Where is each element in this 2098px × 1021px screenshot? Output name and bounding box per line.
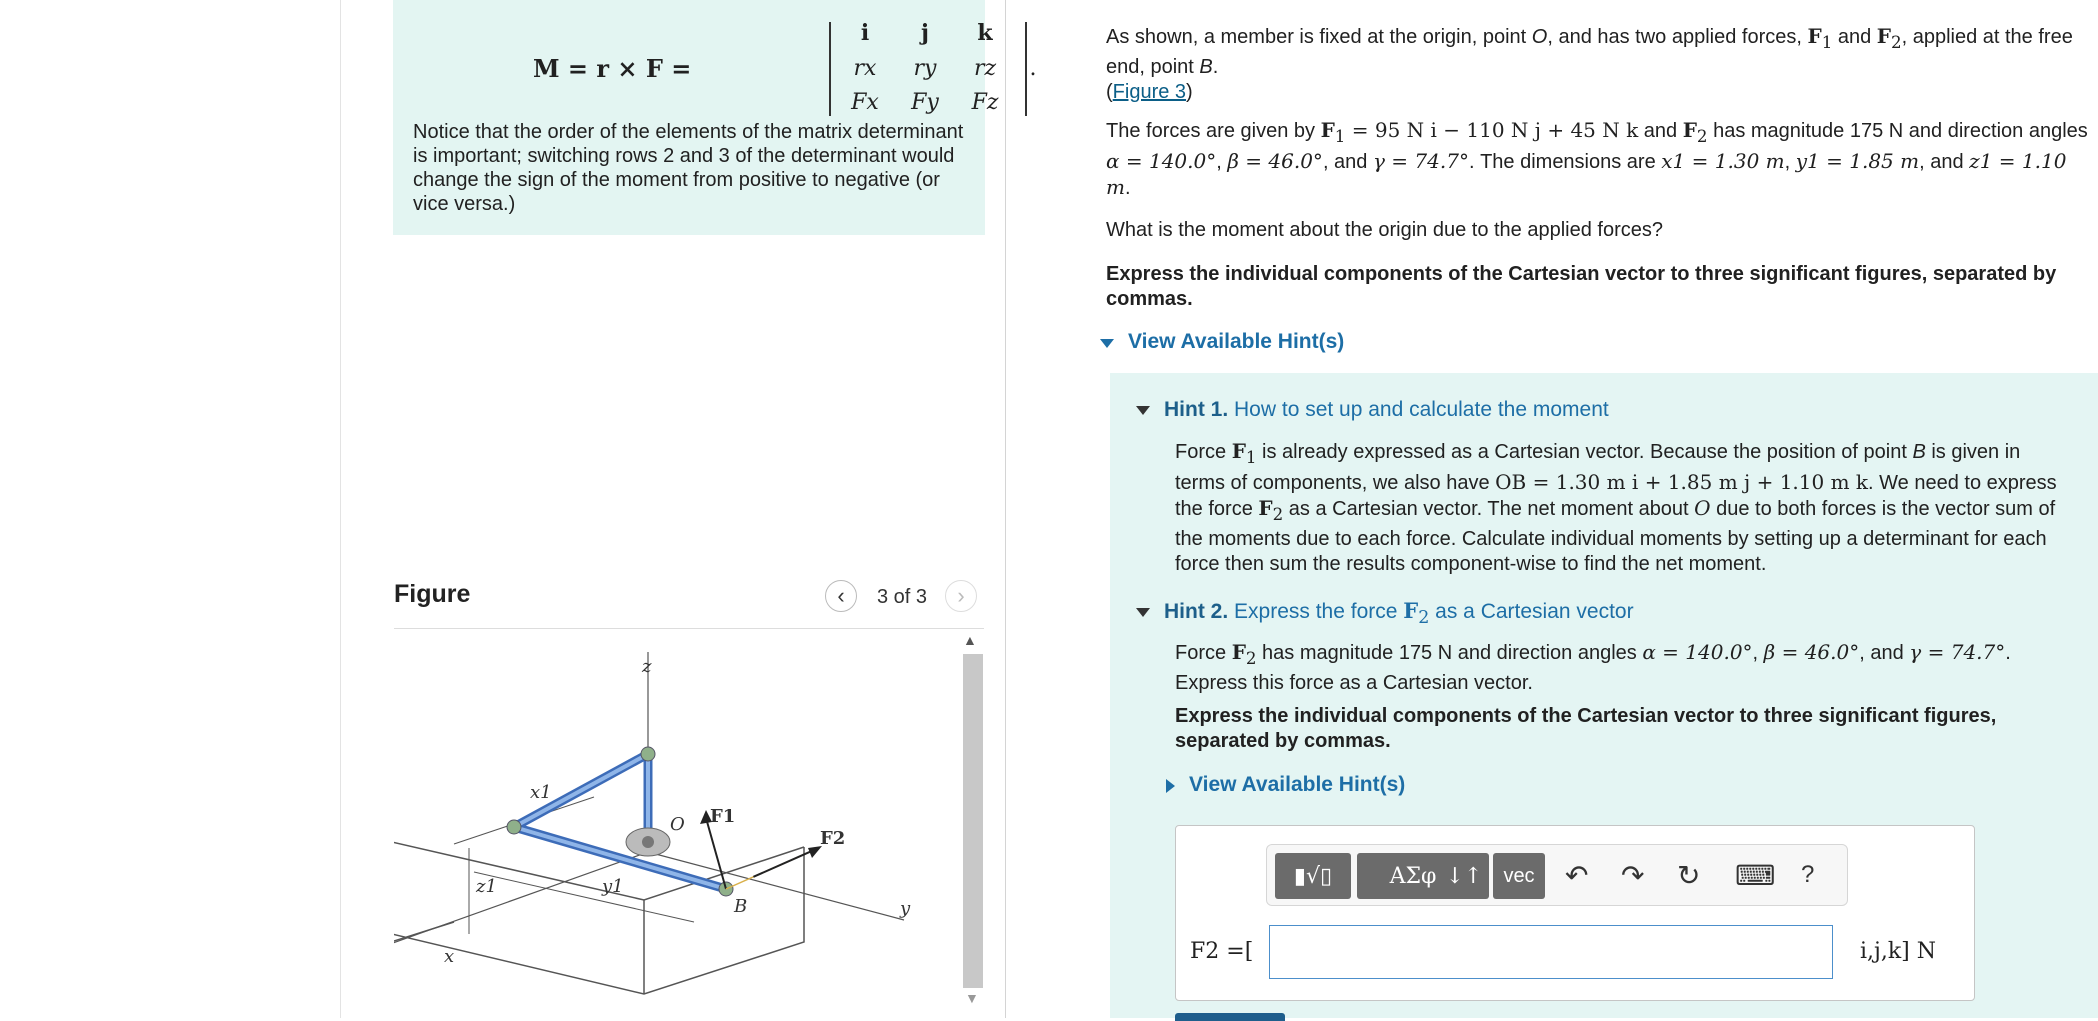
problem-intro: As shown, a member is fixed at the origin, point O, and has two applied forces, $F_1$ and $F_2$, applied at the free end, point B. (Figure 3) [1106,24,2073,103]
keyboard-icon[interactable]: ⌨ [1735,860,1776,891]
hint-2-header[interactable]: Hint 2. Express the force $F_2$ as a Cartesian vector [1136,598,1634,628]
reset-icon[interactable]: ↻ [1677,860,1701,891]
caret-down-icon [1100,339,1114,348]
figure-3-link[interactable]: Figure 3 [1112,81,1187,103]
view-hints-toggle[interactable]: View Available Hint(s) [1100,330,2090,354]
hint-2-instruction: Express the individual components of the Cartesian vector to three significant figures, separated by commas. [1175,705,1997,752]
scroll-down-icon[interactable]: ▼ [965,990,979,1006]
templates-button[interactable]: ▮√▯ [1275,853,1351,899]
scroll-up-icon[interactable]: ▲ [963,632,977,648]
matrix-cell: i [860,20,870,46]
tip-box [393,0,1037,235]
redo-icon[interactable]: ↷ [1621,860,1645,891]
matrix-cell: ry [913,56,937,81]
formula-period: . [1029,56,1037,81]
matrix-cell: j [921,20,929,46]
arrows-button[interactable]: ↓↑ [1439,853,1489,899]
caret-right-icon [1166,779,1175,793]
greek-symbols-button[interactable]: ΑΣφ [1357,853,1469,899]
hint-1-header[interactable]: Hint 1. How to set up and calculate the moment [1136,398,1609,422]
determinant-left-bar [829,22,831,116]
answer-box [1175,825,1975,1001]
figure-divider [394,628,984,629]
answer-label: F2 =[ [1190,939,1254,964]
hint-1-body: Force $F_1$ is already expressed as a Cartesian vector. Because the position of point B is given in terms of components, we also have OB = 1.30 m i + 1.85 m j + 1.10 m k. We need to express the force $F_2$ as a Cartesian vector. The net moment about O due to both forces is the vector sum of the moments due to each force. Calculate individual moments by setting up a determinant for each force then sum the results component-wise to find the net moment. [1175,439,2057,575]
matrix-cell: Fy [911,90,939,115]
figure-illustration [394,632,954,1018]
submit-button[interactable] [1175,1013,1285,1021]
matrix-cell: Fz [971,90,999,115]
caret-down-icon [1136,406,1150,415]
figure-page-indicator: 3 of 3 [877,586,928,608]
column-divider [1005,0,1006,1018]
axis-label-x: x [444,946,455,967]
matrix-cell: Fx [851,90,879,115]
matrix-cell: rz [973,56,997,81]
hint-2-body: Force $F_2$ has magnitude 175 N and direction angles α = 140.0°, β = 46.0°, and γ = 74.7°. Express this force as a Cartesian vector. [1175,640,2011,694]
previous-figure-button[interactable]: ‹ [825,580,857,612]
dim-label-x1: x1 [530,782,552,803]
axis-label-z: z [642,656,652,677]
problem-forces: The forces are given by $F_1 = 95$ N i − 110 N j + 45 N k and $F_2$ has magnitude 175 N and direction angles α = 140.0°, β = 46.0°, and γ = 74.7°. The dimensions are x1 = 1.30 m, y1 = 1.85 m, and z1 = 1.10 m. [1106,118,2088,199]
hint-2-view-hints-toggle[interactable]: View Available Hint(s) [1166,772,2056,798]
dim-label-y1: y1 [602,876,624,897]
force-label-f1: F1 [710,806,736,827]
left-margin-divider [340,0,341,1018]
formula-lhs: M = r × F = [533,54,692,83]
matrix-cell: rx [853,56,877,81]
force-label-f2: F2 [820,828,846,849]
dim-label-z1: z1 [476,876,497,897]
point-label-b: B [734,896,748,917]
tip-note: Notice that the order of the elements of the matrix determinant is important; switching rows 2 and 3 of the determinant would change the sign of the moment from positive to negative (or vice versa.) [413,121,964,215]
instruction-text: Express the individual components of the Cartesian vector to three significant figures, separated by commas. [1106,263,2057,310]
figure-title: Figure [394,580,471,608]
answer-input[interactable] [1269,925,1833,979]
moment-formula [533,18,1037,118]
vector-button[interactable]: vec [1493,853,1545,899]
caret-down-icon [1136,608,1150,617]
undo-icon[interactable]: ↶ [1565,860,1589,891]
question-text: What is the moment about the origin due to the applied forces? [1106,219,1664,241]
help-icon[interactable]: ? [1801,861,1815,888]
next-figure-button[interactable]: › [945,580,977,612]
axis-label-y: y [900,898,911,919]
point-label-o: O [670,814,685,835]
scrollbar-thumb[interactable] [963,654,983,988]
matrix-cell: k [977,20,993,46]
answer-units: i,j,k] N [1860,939,1937,964]
math-toolbar [1266,844,1848,906]
figure-scrollbar[interactable] [959,632,985,1018]
